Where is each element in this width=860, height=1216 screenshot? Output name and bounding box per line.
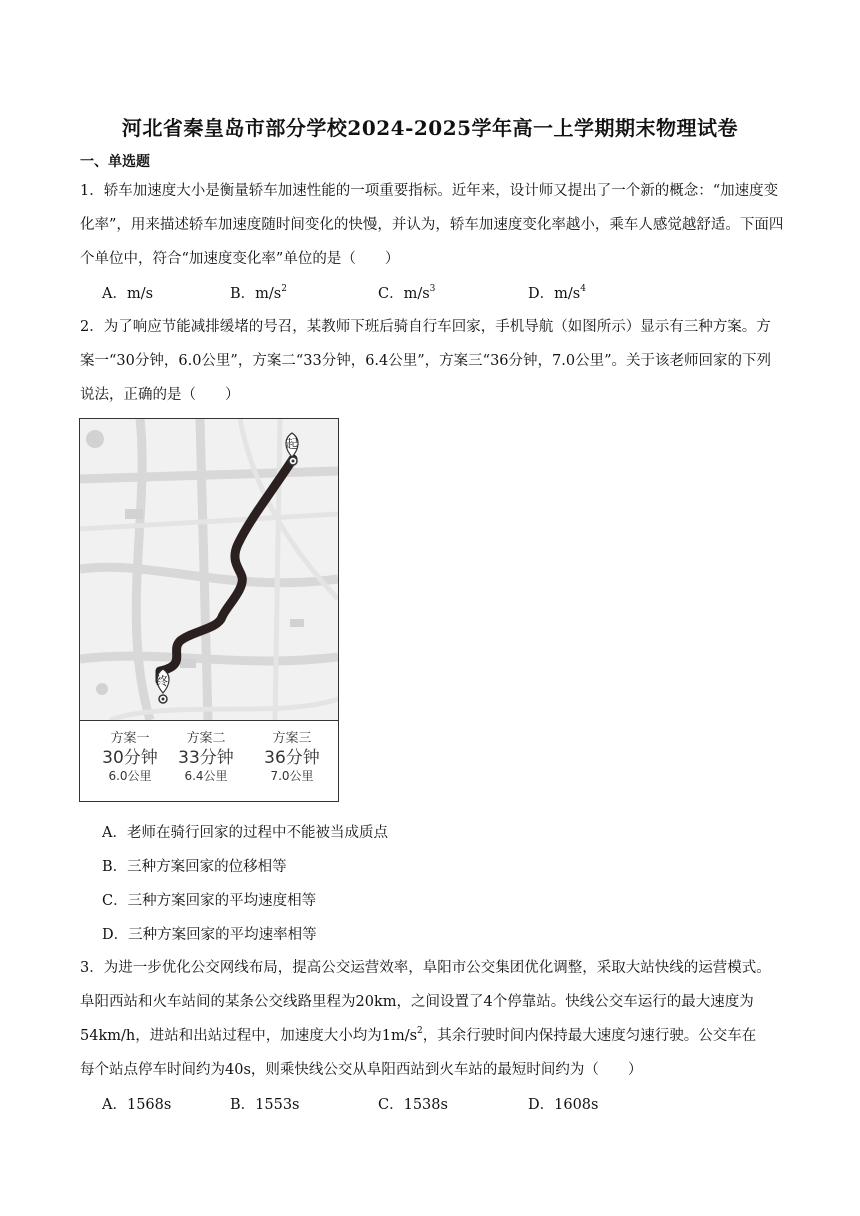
q2-option-a: A．老师在骑行回家的过程中不能被当成质点 — [102, 825, 388, 841]
plan-1-name: 方案一 — [110, 731, 150, 746]
plan-3-distance: 7.0公里 — [270, 769, 314, 783]
plan-1 — [90, 731, 170, 784]
q3-stem-line3: 54km/h，进站和出站过程中，加速度大小均为$1m/s^2$，其余行驶时间内保持最大速度匀速行驶。公交车在 — [80, 1026, 757, 1044]
q2-option-d: D．三种方案回家的平均速率相等 — [102, 927, 317, 943]
map-image — [80, 419, 338, 720]
plan-3-time: 36分钟 — [264, 748, 320, 768]
plan-2-distance: 6.4公里 — [184, 769, 228, 783]
q1-option-a: A．m/s — [102, 286, 154, 302]
plan-2-time: 33分钟 — [178, 748, 234, 768]
q2-stem: 2．为了响应节能减排缓堵的号召，某教师下班后骑自行车回家，手机导航（如图所示）显示有三种方案。方案一“30分钟，6.0公里”，方案二“33分钟，6.4公里”，方案三“36分钟，7.0公里”。关于该老师回家的下列说法，正确的是（ ） — [80, 319, 772, 403]
q1-stem: 1．轿车加速度大小是衡量轿车加速性能的一项重要指标。近年来，设计师又提出了一个新的概念：“加速度变化率”，用来描述轿车加速度随时间变化的快慢，并认为，轿车加速度变化率越小，乘车人感觉越舒适。下面四个单位中，符合“加速度变化率”单位的是（ ） — [80, 183, 784, 267]
q1-option-d: D．$m/s^4$ — [528, 284, 586, 302]
route-plans — [80, 720, 338, 803]
q2-option-b: B．三种方案回家的位移相等 — [102, 859, 287, 875]
plan-3 — [252, 731, 332, 784]
q3-option-a: A．1568s — [102, 1097, 172, 1113]
end-marker-label: 终 — [156, 674, 169, 688]
exam-title: 河北省秦皇岛市部分学校2024-2025学年高一上学期期末物理试卷 — [121, 116, 739, 140]
q2-option-c: C．三种方案回家的平均速度相等 — [102, 893, 317, 909]
q3-option-b: B．1553s — [230, 1097, 300, 1113]
q3-stem-line4: 每个站点停车时间约为40s，则乘快线公交从阜阳西站到火车站的最短时间约为（ ） — [80, 1062, 643, 1078]
start-marker-label: 起 — [286, 437, 299, 451]
section-heading: 一、单选题 — [80, 154, 150, 170]
plan-2 — [166, 731, 246, 784]
q3-option-c: C．1538s — [378, 1097, 448, 1113]
navigation-map-figure — [79, 418, 339, 802]
q3-stem: 3．为进一步优化公交网线布局，提高公交运营效率，阜阳市公交集团优化调整，采取大站快线的运营模式。阜阳西站和火车站间的某条公交线路里程为20km，之间设置了4个停靠站。快线公交车运行的最大速度为 — [80, 960, 771, 1010]
plan-3-name: 方案三 — [272, 731, 312, 746]
plan-1-time: 30分钟 — [102, 748, 158, 768]
q1-option-c: C．$m/s^3$ — [378, 284, 436, 302]
q3-option-d: D．1608s — [528, 1097, 599, 1113]
q1-option-b: B．$m/s^2$ — [230, 284, 287, 302]
plan-2-name: 方案二 — [186, 731, 226, 746]
plan-1-distance: 6.0公里 — [108, 769, 152, 783]
